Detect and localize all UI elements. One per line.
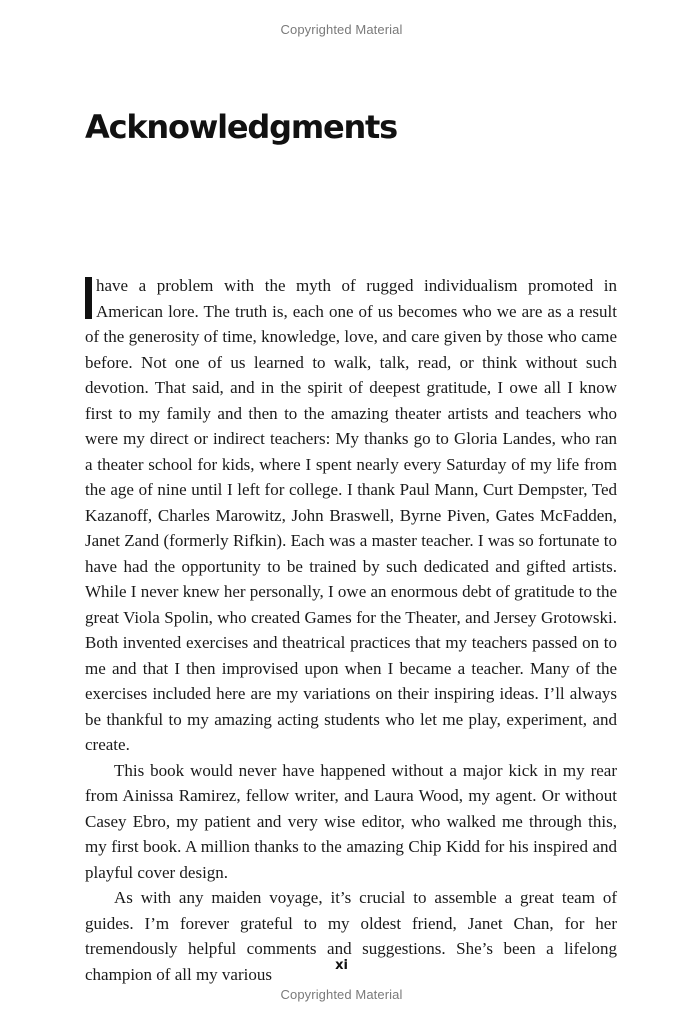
- copyright-watermark-header: Copyrighted Material: [280, 22, 403, 37]
- chapter-title: Acknowledgments: [85, 108, 398, 146]
- paragraph-2: This book would never have happened without a major kick in my rear from Ainissa Ramirez, fellow writer, and Laura Wood, my agent. Or without Casey Ebro, my patient and very wise editor, who walked me through this, my first book. A million thanks to the amazing Chip Kidd for his inspired and playful cover design.: [85, 760, 617, 882]
- drop-cap: [85, 277, 92, 319]
- body-text: [85, 273, 617, 987]
- copyright-watermark-footer: Copyrighted Material: [280, 987, 403, 1002]
- paragraph-3: As with any maiden voyage, it’s crucial to assemble a great team of guides. I’m forever grateful to my oldest friend, Janet Chan, for her tremendously helpful comments and suggestions. She’s been a lifelong champion of all my various: [85, 888, 617, 984]
- paragraph-1: [85, 273, 617, 758]
- paragraph-1-text: have a problem with the myth of rugged individualism promoted in American lore. The truth is, each one of us becomes who we are as a result of the generosity of time, knowledge, love, and care given by those who came before. Not one of us learned to walk, talk, read, or think without such devotion. That said, and in the spirit of deepest gratitude, I owe all I know first to my family and then to the amazing theater artists and teachers who were my direct or indirect teachers: My thanks go to Gloria Landes, who ran a theater school for kids, where I spent nearly every Saturday of my life from the age of nine until I left for college. I thank Paul Mann, Curt Dempster, Ted Kazanoff, Charles Marowitz, John Braswell, Byrne Piven, Gates McFadden, Janet Zand (formerly Rifkin). Each was a master teacher. I was so fortunate to have had the opportunity to be trained by such dedicated and gifted artists. While I never knew her personally, I owe an enormous debt of gratitude to the great Viola Spolin, who created Games for the Theater, and Jersey Grotowski. Both invented exercises and theatrical practices that my teachers passed on to me and that I then improvised upon when I became a teacher. Many of the exercises included here are my variations on their inspiring ideas. I’ll always be thankful to my amazing acting students who let me play, experiment, and create.: [85, 276, 617, 754]
- page-number: xi: [335, 958, 348, 973]
